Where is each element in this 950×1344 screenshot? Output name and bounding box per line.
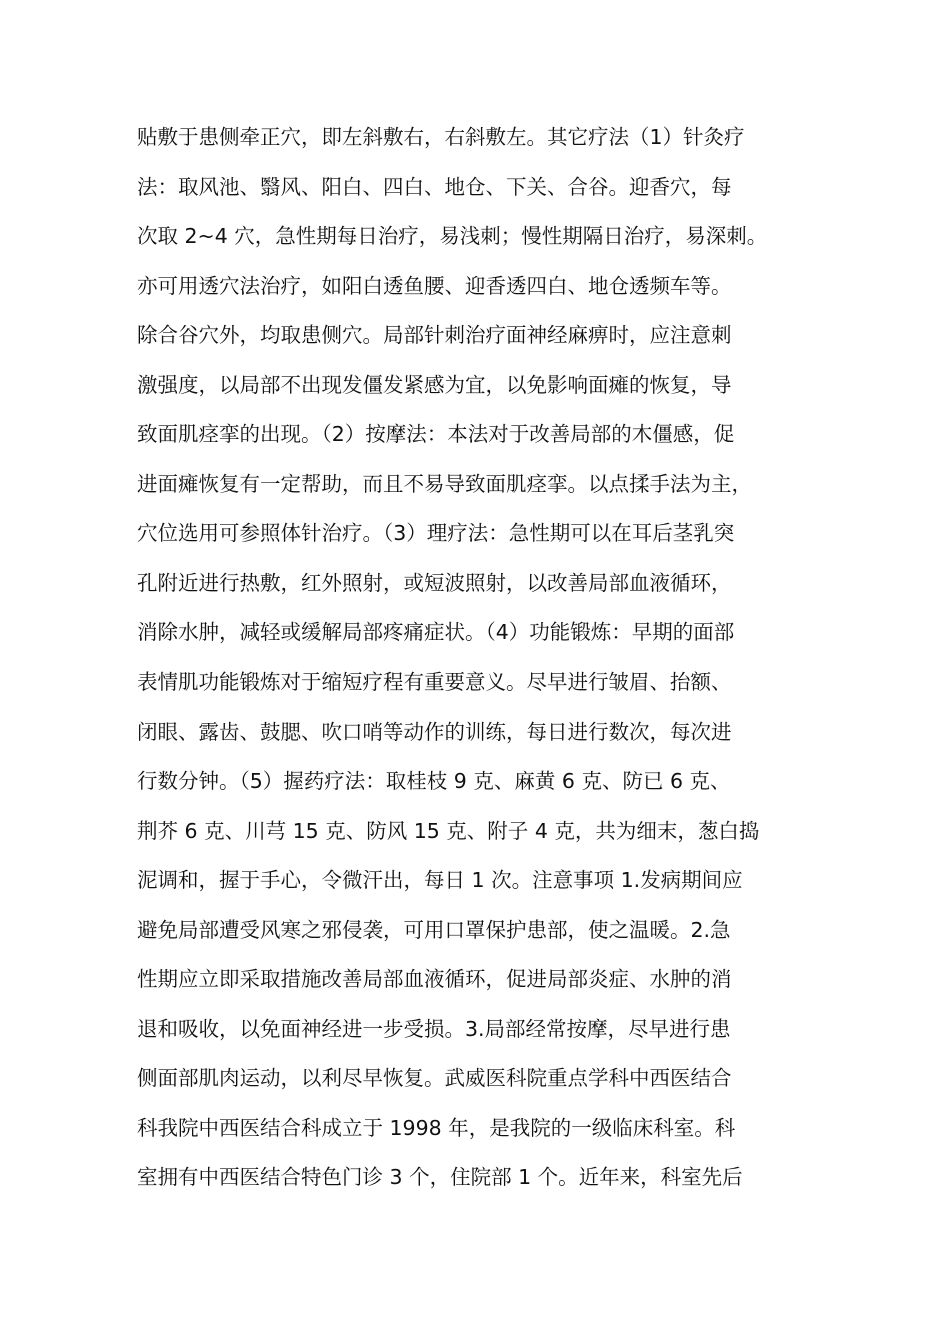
text-line: 除合谷穴外，均取患侧穴。局部针刺治疗面神经麻痹时，应注意刺 bbox=[137, 323, 732, 348]
text-line: 室拥有中西医结合特色门诊 3 个，住院部 1 个。近年来，科室先后 bbox=[137, 1165, 743, 1190]
text-line: 表情肌功能锻炼对于缩短疗程有重要意义。尽早进行皱眉、抬额、 bbox=[137, 670, 732, 695]
text-line: 孔附近进行热敷，红外照射，或短波照射，以改善局部血液循环， bbox=[137, 570, 732, 595]
text-line: 科我院中西医结合科成立于 1998 年，是我院的一级临床科室。科 bbox=[137, 1115, 736, 1140]
text-line: 消除水肿，减轻或缓解局部疼痛症状。（4）功能锻炼：早期的面部 bbox=[137, 620, 735, 645]
body-text bbox=[137, 113, 837, 1203]
text-line: 致面肌痉挛的出现。（2）按摩法：本法对于改善局部的木僵感，促 bbox=[137, 422, 735, 447]
text-line: 激强度，以局部不出现发僵发紧感为宜，以免影响面瘫的恢复，导 bbox=[137, 372, 732, 397]
text-line: 法：取风池、翳风、阳白、四白、地仓、下关、合谷。迎香穴，每 bbox=[137, 174, 732, 199]
text-line: 退和吸收，以免面神经进一步受损。3.局部经常按摩，尽早进行患 bbox=[137, 1016, 731, 1041]
text-line: 进面瘫恢复有一定帮助，而且不易导致面肌痉挛。以点揉手法为主， bbox=[137, 471, 752, 496]
text-line: 避免局部遭受风寒之邪侵袭，可用口罩保护患部，使之温暖。2.急 bbox=[137, 917, 731, 942]
text-line: 侧面部肌肉运动，以利尽早恢复。武威医科院重点学科中西医结合 bbox=[137, 1066, 732, 1091]
text-line: 行数分钟。（5）握药疗法：取桂枝 9 克、麻黄 6 克、防已 6 克、 bbox=[137, 769, 731, 794]
text-line: 荆芥 6 克、川芎 15 克、防风 15 克、附子 4 克，共为细末，葱白捣 bbox=[137, 818, 760, 843]
text-line: 性期应立即采取措施改善局部血液循环，促进局部炎症、水肿的消 bbox=[137, 967, 732, 992]
text-line: 闭眼、露齿、鼓腮、吹口哨等动作的训练，每日进行数次，每次进 bbox=[137, 719, 732, 744]
text-line: 亦可用透穴法治疗，如阳白透鱼腰、迎香透四白、地仓透频车等。 bbox=[137, 273, 732, 298]
text-line: 次取 2~4 穴，急性期每日治疗，易浅刺；慢性期隔日治疗，易深刺。 bbox=[137, 224, 768, 249]
text-line: 贴敷于患侧牵正穴，即左斜敷右，右斜敷左。其它疗法（1）针灸疗 bbox=[137, 125, 745, 149]
text-line: 泥调和，握于手心，令微汗出，每日 1 次。注意事项 1.发病期间应 bbox=[137, 868, 743, 893]
text-line: 穴位选用可参照体针治疗。（3）理疗法：急性期可以在耳后茎乳突 bbox=[137, 521, 735, 546]
